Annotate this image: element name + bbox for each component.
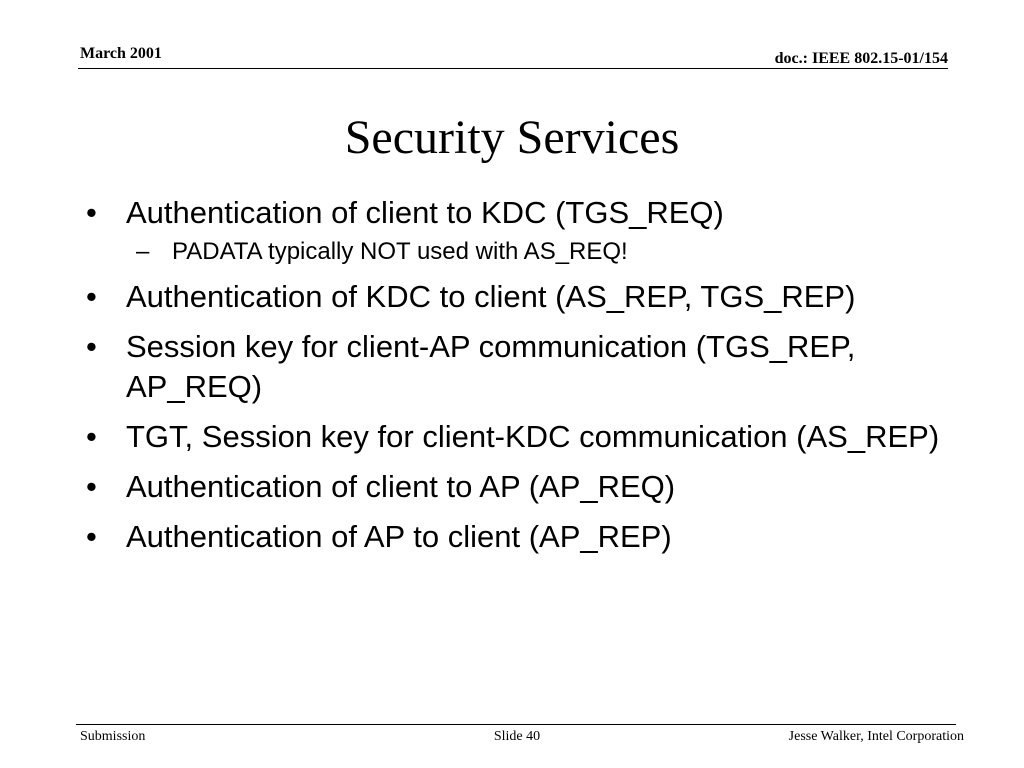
- footer-author: Jesse Walker, Intel Corporation: [788, 729, 964, 744]
- header-doc-id: doc.: IEEE 802.15-01/154: [774, 50, 948, 67]
- header-date: March 2001: [80, 45, 162, 62]
- bullet-dot-icon: •: [86, 469, 97, 504]
- bullet-dot-icon: •: [86, 279, 97, 314]
- bullet-text: Authentication of client to AP (AP_REQ): [126, 469, 676, 504]
- footer-slide-number: Slide 40: [493, 729, 541, 744]
- bullet-item: [86, 417, 946, 457]
- bullet-text: Authentication of KDC to client (AS_REP, TGS_REP): [126, 279, 856, 314]
- bullet-text: Authentication of client to KDC (TGS_REQ): [126, 195, 724, 230]
- bullet-dot-icon: •: [86, 419, 97, 454]
- bullet-list: [86, 193, 946, 567]
- bullet-item: [86, 277, 946, 317]
- bullet-item: [86, 517, 946, 557]
- footer-rule: [76, 724, 956, 725]
- dash-icon: –: [136, 238, 150, 265]
- footer-left: Submission: [80, 729, 146, 744]
- bullet-text: TGT, Session key for client-KDC communication (AS_REP): [126, 419, 940, 454]
- slide-title: Security Services: [344, 111, 680, 164]
- bullet-item: [86, 327, 946, 407]
- sub-bullet-text: PADATA typically NOT used with AS_REQ!: [172, 238, 628, 265]
- bullet-dot-icon: •: [86, 195, 97, 230]
- bullet-item: [86, 193, 946, 233]
- sub-bullet-item: [86, 237, 946, 267]
- header-rule: [78, 68, 948, 69]
- bullet-text: Session key for client-AP communication (TGS_REP, AP_REQ): [126, 329, 856, 404]
- bullet-dot-icon: •: [86, 519, 97, 554]
- bullet-text: Authentication of AP to client (AP_REP): [126, 519, 672, 554]
- bullet-item: [86, 467, 946, 507]
- bullet-dot-icon: •: [86, 329, 97, 364]
